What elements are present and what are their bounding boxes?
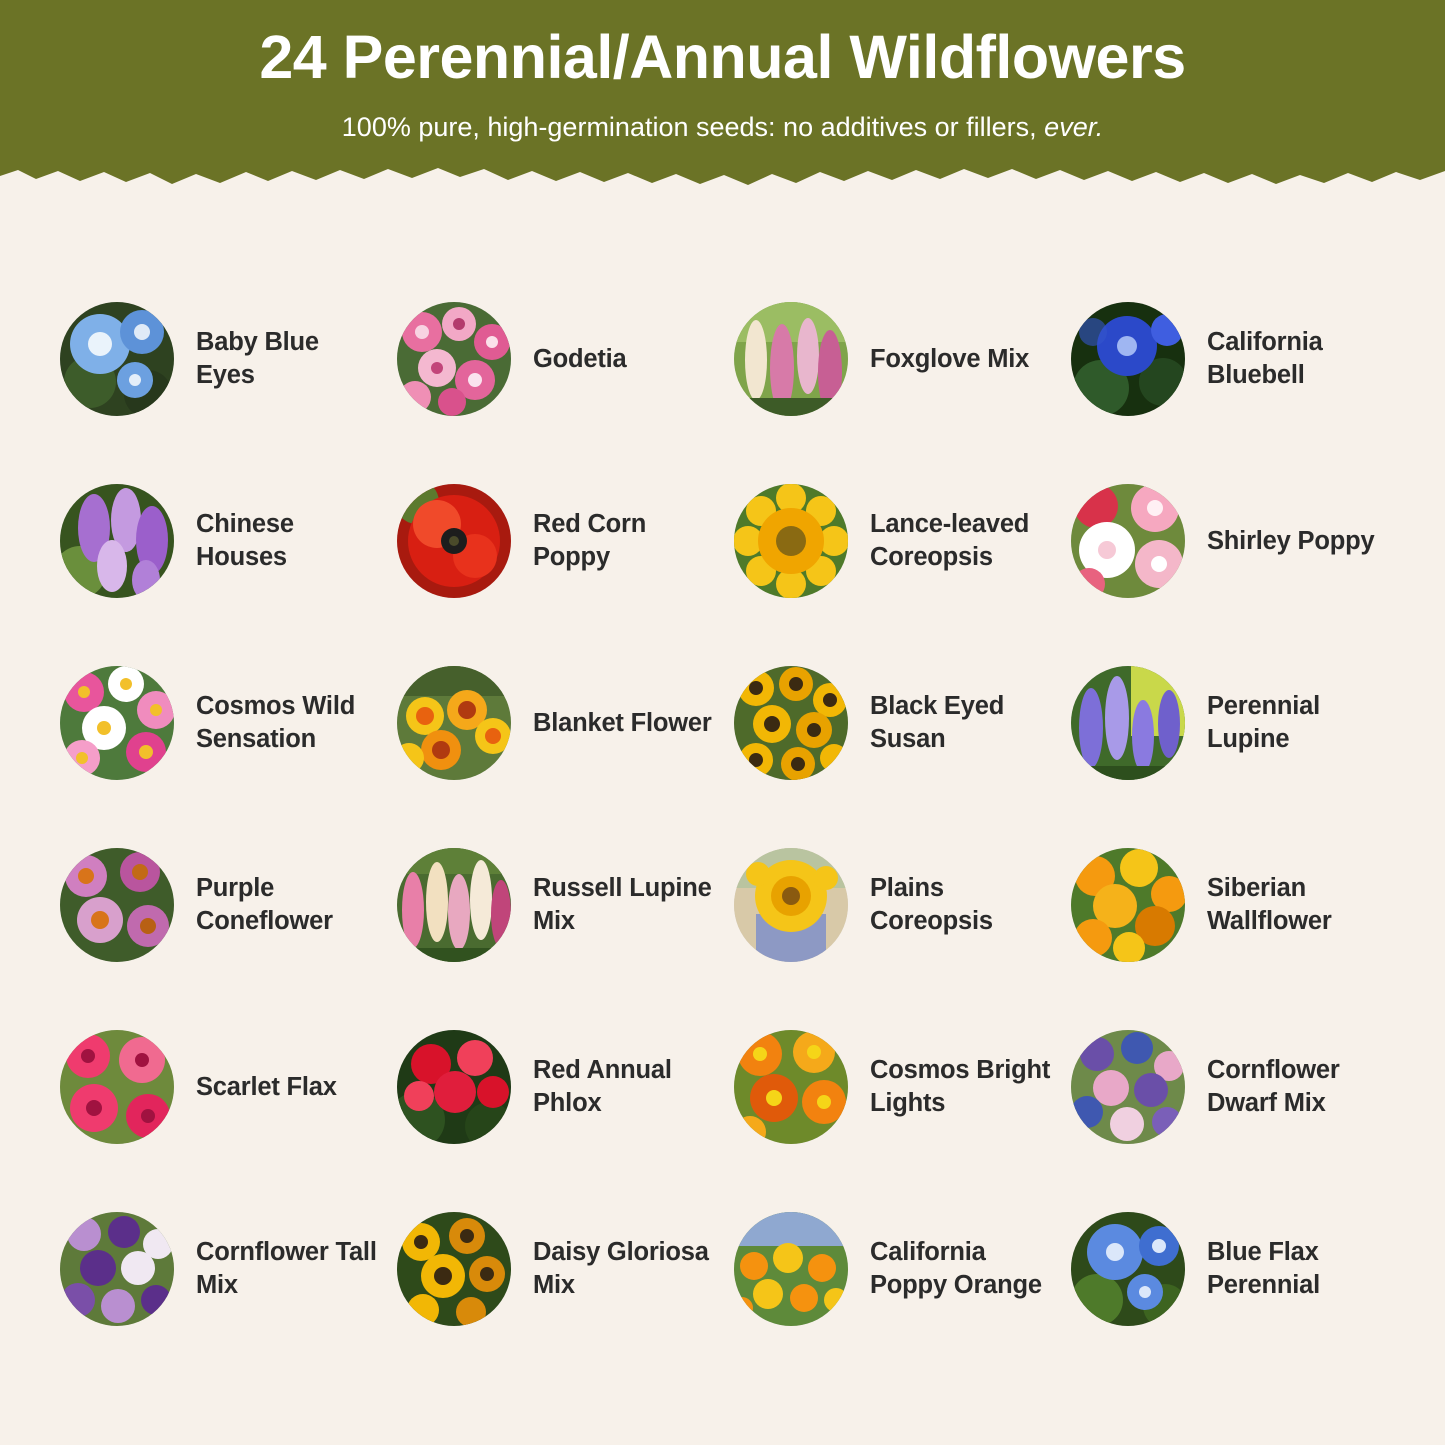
flower-item (734, 450, 1071, 632)
flower-thumb-red-annual-phlox (397, 1030, 511, 1144)
subtitle-emphasis: ever. (1044, 112, 1104, 143)
flower-thumb-shirley-poppy (1071, 484, 1185, 598)
flower-label: California Poppy Orange (870, 1238, 1042, 1299)
flower-label: Blanket Flower (533, 708, 712, 737)
flower-label: California Bluebell (1207, 328, 1323, 389)
flower-item (734, 996, 1071, 1178)
flower-thumb-siberian-wallflower (1071, 848, 1185, 962)
flower-thumb-purple-coneflower (60, 848, 174, 962)
flower-thumb-godetia (397, 302, 511, 416)
flower-thumb-black-eyed-susan (734, 666, 848, 780)
flower-item (734, 268, 1071, 450)
flower-thumb-lance-leaved-coreopsis (734, 484, 848, 598)
flower-thumb-cornflower-tall-mix (60, 1212, 174, 1326)
page-title: 24 Perennial/Annual Wildflowers (259, 23, 1186, 91)
flower-label: Purple Coneflower (196, 874, 333, 935)
flower-label: Red Corn Poppy (533, 510, 647, 571)
flower-item (60, 996, 397, 1178)
flower-grid (60, 268, 1390, 1360)
flower-label: Siberian Wallflower (1207, 874, 1332, 935)
flower-thumb-cornflower-dwarf-mix (1071, 1030, 1185, 1144)
flower-thumb-daisy-gloriosa-mix (397, 1212, 511, 1326)
flower-thumb-plains-coreopsis (734, 848, 848, 962)
flower-item (397, 1178, 734, 1360)
flower-item (734, 814, 1071, 996)
flower-thumb-cosmos-bright-lights (734, 1030, 848, 1144)
flower-thumb-chinese-houses (60, 484, 174, 598)
flower-thumb-red-corn-poppy (397, 484, 511, 598)
flower-item (397, 268, 734, 450)
flower-label: Lance-leaved Coreopsis (870, 510, 1030, 571)
flower-item (397, 632, 734, 814)
flower-thumb-california-poppy-orange (734, 1212, 848, 1326)
flower-label: Cosmos Bright Lights (870, 1056, 1051, 1117)
flower-label: Plains Coreopsis (870, 874, 993, 935)
flower-item (60, 814, 397, 996)
subtitle-text: 100% pure, high-germination seeds: no additives or fillers, (341, 112, 1045, 143)
flower-label: Perennial Lupine (1207, 692, 1320, 753)
flower-item (1071, 632, 1408, 814)
flower-thumb-california-bluebell (1071, 302, 1185, 416)
flower-label: Red Annual Phlox (533, 1056, 672, 1117)
flower-label: Cornflower Dwarf Mix (1207, 1056, 1340, 1117)
flower-thumb-cosmos-wild-sensation (60, 666, 174, 780)
flower-item (734, 1178, 1071, 1360)
flower-item (1071, 1178, 1408, 1360)
flower-label: Scarlet Flax (196, 1072, 337, 1101)
page-subtitle (0, 111, 1445, 143)
flower-thumb-perennial-lupine (1071, 666, 1185, 780)
flower-item (60, 632, 397, 814)
flower-item (1071, 996, 1408, 1178)
flower-label: Daisy Gloriosa Mix (533, 1238, 709, 1299)
flower-label: Cornflower Tall Mix (196, 1238, 377, 1299)
torn-paper-edge-icon (0, 162, 1445, 196)
flower-thumb-blanket-flower (397, 666, 511, 780)
flower-label: Russell Lupine Mix (533, 874, 712, 935)
flower-label: Cosmos Wild Sensation (196, 692, 356, 753)
flower-thumb-russell-lupine-mix (397, 848, 511, 962)
flower-label: Baby Blue Eyes (196, 328, 319, 389)
header-banner (0, 0, 1445, 196)
flower-item (1071, 814, 1408, 996)
flower-item (1071, 268, 1408, 450)
flower-item (397, 450, 734, 632)
flower-item (397, 996, 734, 1178)
flower-label: Blue Flax Perennial (1207, 1238, 1320, 1299)
flower-item (1071, 450, 1408, 632)
flower-thumb-blue-flax-perennial (1071, 1212, 1185, 1326)
flower-thumb-foxglove-mix (734, 302, 848, 416)
flower-thumb-baby-blue-eyes (60, 302, 174, 416)
flower-thumb-scarlet-flax (60, 1030, 174, 1144)
flower-label: Godetia (533, 344, 627, 373)
flower-item (734, 632, 1071, 814)
flower-label: Chinese Houses (196, 510, 294, 571)
flower-label: Shirley Poppy (1207, 526, 1375, 555)
flower-item (60, 1178, 397, 1360)
flower-item (60, 268, 397, 450)
flower-item (397, 814, 734, 996)
flower-label: Black Eyed Susan (870, 692, 1005, 753)
flower-label: Foxglove Mix (870, 344, 1030, 373)
flower-item (60, 450, 397, 632)
